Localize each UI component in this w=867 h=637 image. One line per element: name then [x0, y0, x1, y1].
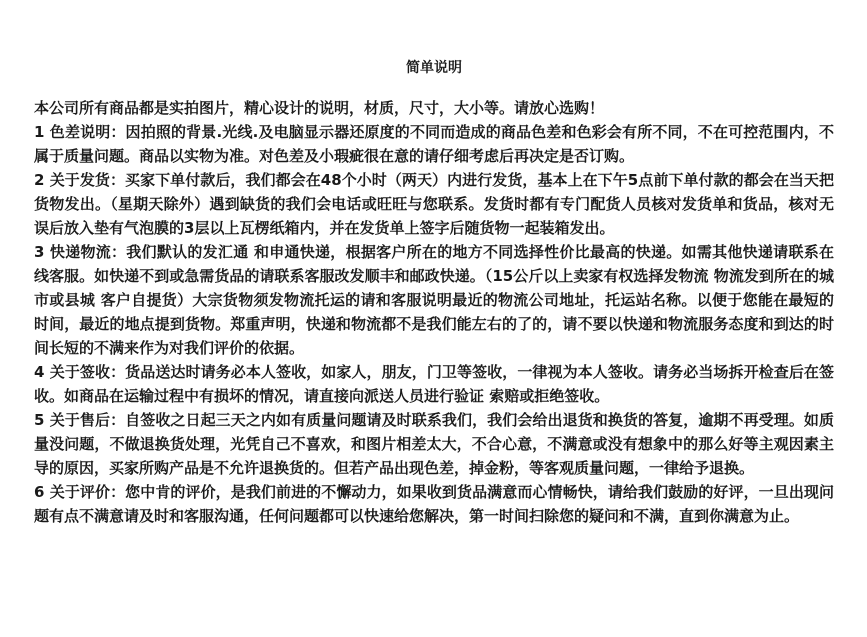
document — [34, 56, 834, 528]
signing-paragraph: 4 关于签收：货品送达时请务必本人签收，如家人，朋友，门卫等签收，一律视为本人签收。请务必当场拆开检查后在签收。如商品在运输过程中有损坏的情况，请直接向派送人员进行验证 索赔或拒绝签收。 — [34, 363, 834, 405]
intro-paragraph: 本公司所有商品都是实拍图片，精心设计的说明，材质，尺寸，大小等。请放心选购！ — [34, 99, 605, 117]
shipping-paragraph: 2 关于发货：买家下单付款后，我们都会在48个小时（两天）内进行发货，基本上在下午5点前下单付款的都会在当天把货物发出。（星期天除外）遇到缺货的我们会电话或旺旺与您联系。发货时都有专门配货人员核对发货单和货品，核对无误后放入垫有气泡膜的3层以上瓦楞纸箱内，并在发货单上签字后随货物一起装箱发出。 — [34, 171, 834, 237]
color-difference-paragraph: 1 色差说明：因拍照的背景.光线.及电脑显示器还原度的不同而造成的商品色差和色彩会有所不同，不在可控范围内，不属于质量问题。商品以实物为准。对色差及小瑕疵很在意的请仔细考虑后再决定是否订购。 — [34, 123, 834, 165]
after-sales-paragraph: 5 关于售后：自签收之日起三天之内如有质量问题请及时联系我们，我们会给出退货和换货的答复，逾期不再受理。如质量没问题，不做退换货处理，光凭自己不喜欢，和图片相差太大，不合心意，不满意或没有想象中的那么好等主观因素主导的原因，买家所购产品是不允许退换货的。但若产品出现色差，掉金粉，等客观质量问题，一律给予退换。 — [34, 411, 834, 477]
review-paragraph: 6 关于评价：您中肯的评价，是我们前进的不懈动力，如果收到货品满意而心情畅快，请给我们鼓励的好评，一旦出现问题有点不满意请及时和客服沟通，任何问题都可以快速给您解决，第一时间扫除您的疑问和不满，直到你满意为止。 — [34, 483, 834, 525]
logistics-paragraph: 3 快递物流：我们默认的发汇通 和申通快递，根据客户所在的地方不同选择性价比最高的快递。如需其他快递请联系在线客服。如快递不到或急需货品的请联系客服改发顺丰和邮政快递。（15公斤以上卖家有权选择发物流 物流发到所在的城市或县城 客户自提货）大宗货物须发物流托运的请和客服说明最近的物流公司地址，托运站名称。以便于您能在最短的时间，最近的地点提到货物。郑重声明，快递和物流都不是我们能左右的了的，请不要以快递和物流服务态度和到达的时间长短的不满来作为对我们评价的依据。 — [34, 243, 834, 357]
document-title: 简单说明 — [406, 60, 462, 76]
